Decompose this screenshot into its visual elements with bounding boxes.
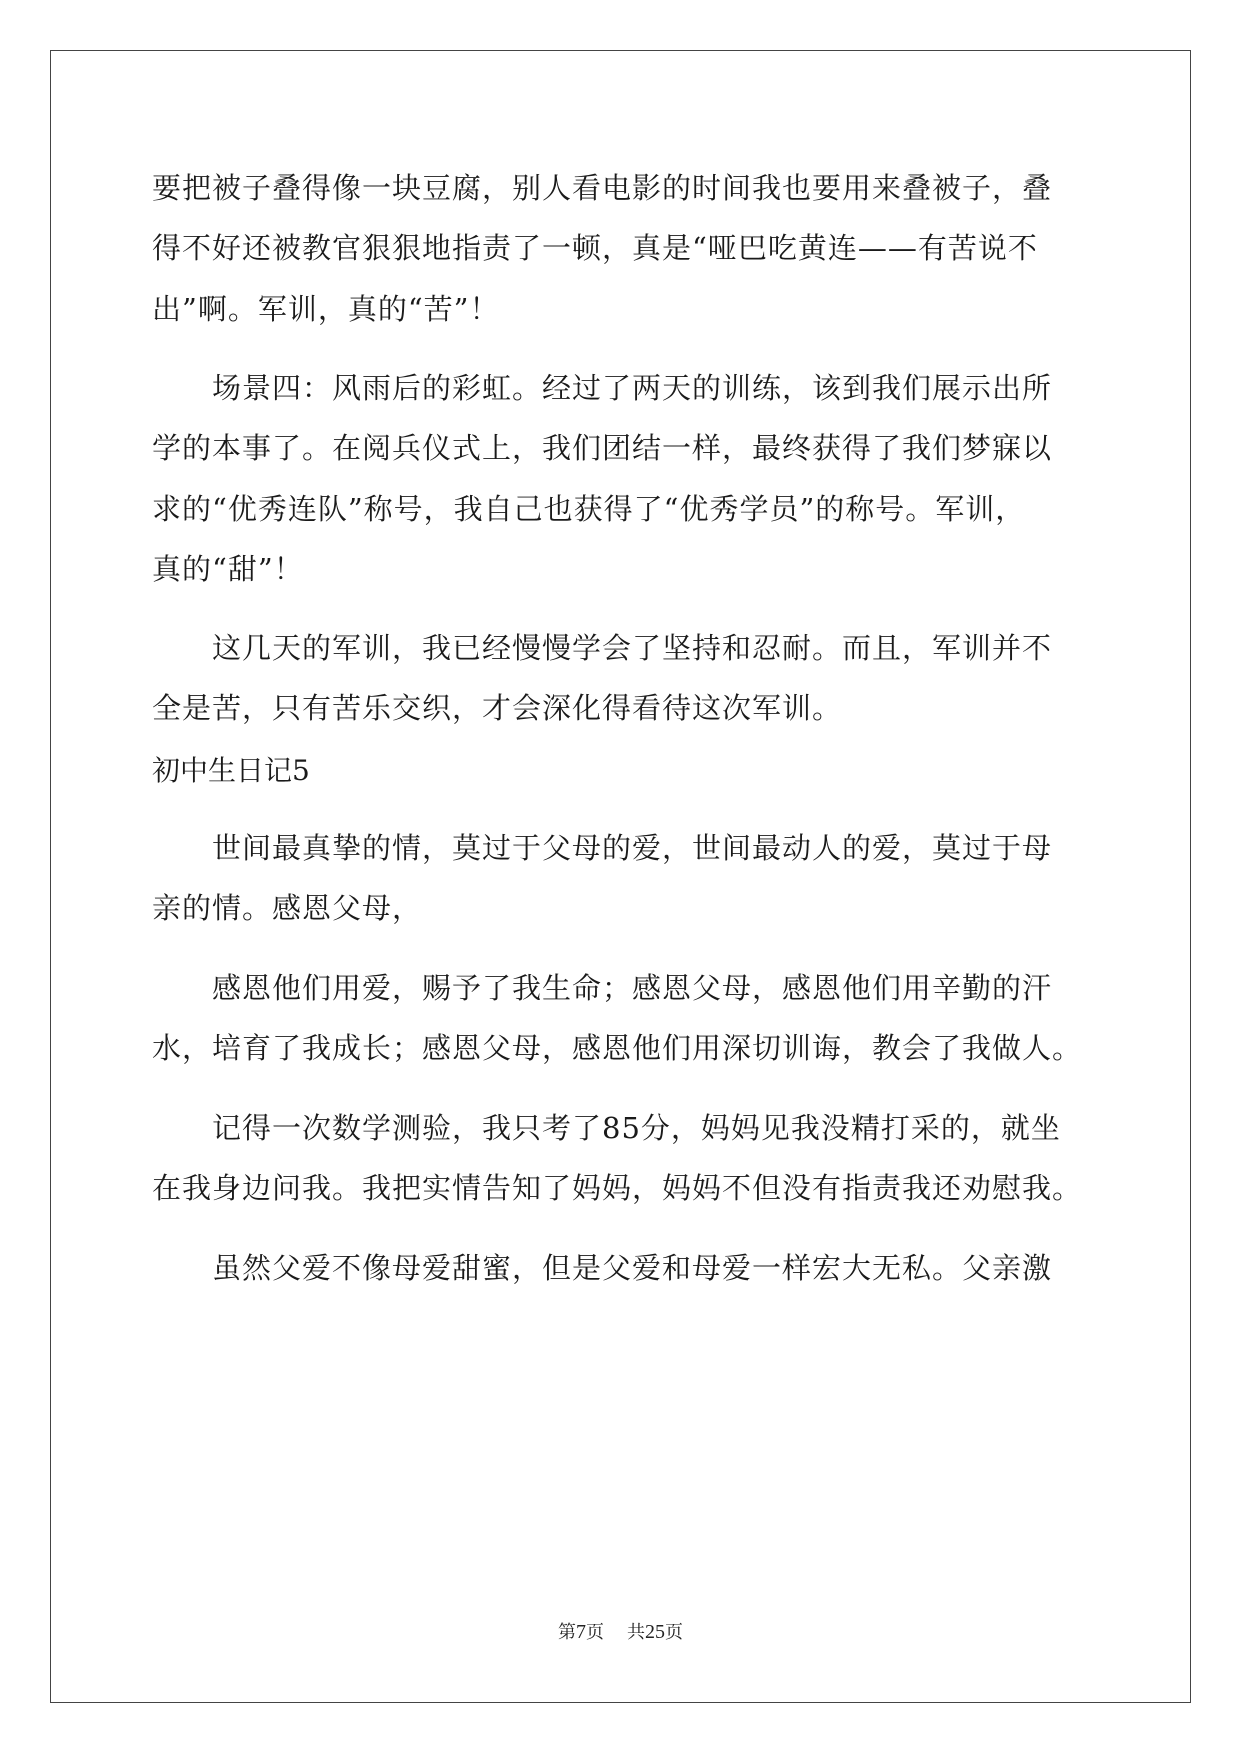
paragraph-start: 这几天的军训，我已经慢慢学会了坚持和忍耐。而且，军训并不 [212,631,1053,665]
section-heading: 初中生日记5 [152,754,310,787]
text-line: 亲的情。感恩父母， [152,891,423,925]
paragraph-start: 感恩他们用爱，赐予了我生命；感恩父母，感恩他们用辛勤的汗 [212,971,1053,1005]
paragraph-start: 场景四：风雨后的彩虹。经过了两天的训练，该到我们展示出所 [212,371,1053,405]
footer-total-suffix: 页 [664,1622,683,1643]
text-line: 得不好还被教官狠狠地指责了一顿，真是“哑巴吃黄连——有苦说不 [152,231,1038,265]
footer-total-prefix: 共 [626,1622,645,1643]
footer-prefix: 第 [558,1622,577,1643]
page-footer [0,1620,1241,1645]
paragraph-start: 世间最真挚的情，莫过于父母的爱，世间最动人的爱，莫过于母 [212,831,1053,865]
text-line: 水，培育了我成长；感恩父母，感恩他们用深切训诲，教会了我做人。 [152,1031,1083,1065]
paragraph-start: 虽然父爱不像母爱甜蜜，但是父爱和母爱一样宏大无私。父亲激 [212,1251,1053,1285]
text-line: 全是苦，只有苦乐交织，才会深化得看待这次军训。 [152,691,843,725]
text-line: 学的本事了。在阅兵仪式上，我们团结一样，最终获得了我们梦寐以 [152,431,1053,465]
text-line: 求的“优秀连队”称号，我自己也获得了“优秀学员”的称号。军训， [152,492,1026,526]
total-pages: 25 [644,1621,665,1643]
text-line: 要把被子叠得像一块豆腐，别人看电影的时间我也要用来叠被子，叠 [152,171,1053,205]
text-line: 真的“甜”！ [152,552,304,586]
text-line: 出”啊。军训，真的“苦”！ [152,292,500,326]
text-line: 在我身边问我。我把实情告知了妈妈，妈妈不但没有指责我还劝慰我。 [152,1171,1083,1205]
page-number: 7 [576,1621,587,1643]
footer-page-suffix: 页 [586,1622,605,1643]
paragraph-start: 记得一次数学测验，我只考了85分，妈妈见我没精打采的，就坐 [212,1111,1061,1145]
